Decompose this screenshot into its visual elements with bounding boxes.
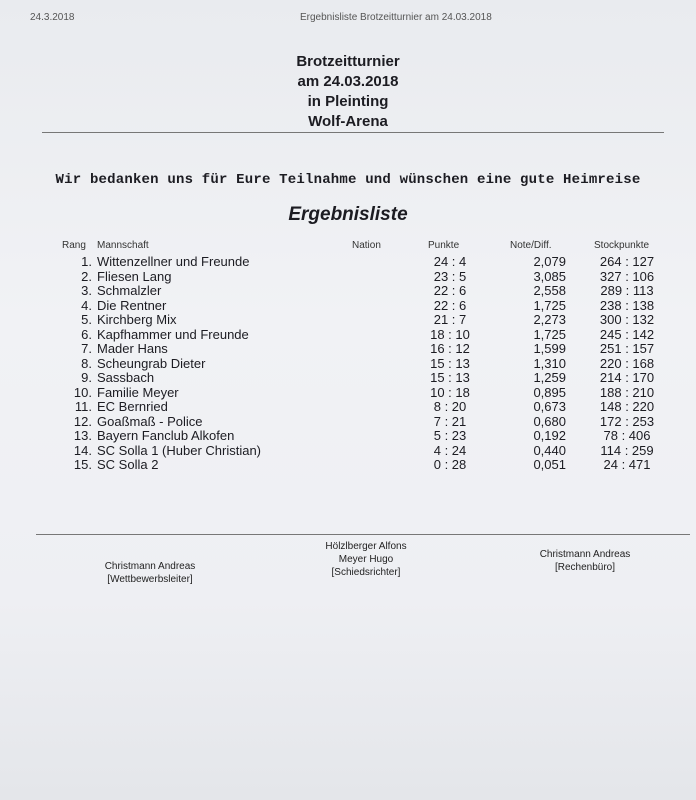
note-cell: 0,680: [533, 413, 566, 429]
team-cell: Bayern Fanclub Alkofen: [97, 428, 235, 443]
team-cell: Sassbach: [97, 370, 155, 385]
stock-cell: 24 : 471: [603, 457, 651, 472]
points-cell: 8 : 20: [433, 399, 467, 414]
signature-name: Christmann Andreas: [104, 561, 196, 572]
team-cell: EC Bernried: [97, 399, 168, 414]
tournament-title-block: [0, 52, 696, 132]
thanks-message: Wir bedanken uns für Eure Teilnahme und wünschen eine gute Heimreise: [55, 172, 641, 188]
table-row: [0, 443, 696, 458]
tournament-place: in Pleinting: [307, 93, 389, 110]
stock-cell: 220 : 168: [599, 355, 655, 371]
print-header-title: Ergebnisliste Brotzeitturnier am 24.03.2018: [300, 12, 492, 23]
note-cell: 0,051: [533, 457, 566, 472]
note-cell: 1,310: [533, 355, 566, 371]
team-cell: Mader Hans: [97, 341, 168, 356]
tournament-venue: Wolf-Arena: [308, 113, 388, 130]
column-header-points: Punkte: [428, 240, 460, 251]
team-cell: Kirchberg Mix: [97, 312, 177, 327]
signature-role: [Rechenbüro]: [554, 562, 616, 573]
table-row: [0, 385, 696, 400]
stock-cell: 114 : 259: [600, 442, 654, 458]
table-row: [0, 341, 696, 356]
team-cell: Schmalzler: [97, 283, 162, 298]
table-row: [0, 356, 696, 371]
points-cell: 23 : 5: [433, 268, 467, 284]
points-cell: 24 : 4: [433, 254, 467, 269]
table-row: [0, 298, 696, 313]
note-cell: 2,273: [533, 312, 566, 327]
rank-cell: 5.: [81, 312, 92, 327]
signature-role: [Schiedsrichter]: [331, 567, 401, 578]
note-cell: 0,192: [533, 428, 566, 443]
note-cell: 1,599: [533, 341, 566, 356]
rank-cell: 8.: [81, 355, 92, 371]
table-row: [0, 414, 696, 429]
note-cell: 0,895: [533, 384, 566, 400]
points-cell: 7 : 21: [433, 413, 467, 429]
stock-cell: 327 : 106: [599, 268, 655, 284]
rank-cell: 4.: [81, 297, 92, 313]
stock-cell: 245 : 142: [599, 326, 655, 342]
team-cell: SC Solla 1 (Huber Christian): [97, 442, 262, 458]
note-cell: 1,259: [533, 370, 566, 385]
points-cell: 5 : 23: [433, 428, 467, 443]
tournament-date: am 24.03.2018: [297, 73, 399, 90]
note-cell: 0,440: [533, 442, 566, 458]
stock-cell: 300 : 132: [599, 312, 655, 327]
signature-role: [Wettbewerbsleiter]: [107, 574, 193, 585]
rank-cell: 13.: [73, 428, 92, 443]
note-cell: 3,085: [533, 268, 566, 284]
rank-cell: 7.: [81, 341, 92, 356]
rank-cell: 14.: [73, 442, 92, 458]
signature-name: Christmann Andreas: [539, 549, 631, 560]
rank-cell: 11.: [74, 399, 92, 414]
team-cell: Wittenzellner und Freunde: [97, 254, 250, 269]
column-header-team: Mannschaft: [97, 240, 149, 251]
table-row: [0, 428, 696, 443]
stock-cell: 172 : 253: [599, 413, 655, 429]
rank-cell: 10.: [73, 384, 92, 400]
signature-left: [90, 560, 210, 586]
rank-cell: 12.: [73, 413, 92, 429]
note-cell: 1,725: [533, 326, 566, 342]
points-cell: 10 : 18: [430, 384, 470, 400]
divider: [36, 534, 690, 535]
column-header-note: Note/Diff.: [510, 240, 552, 251]
tournament-name: Brotzeitturnier: [296, 53, 400, 70]
stock-cell: 251 : 157: [599, 341, 655, 356]
points-cell: 15 : 13: [430, 355, 470, 371]
rank-cell: 3.: [81, 283, 92, 298]
points-cell: 16 : 12: [430, 341, 470, 356]
note-cell: 1,725: [533, 297, 566, 313]
rank-cell: 15.: [73, 457, 92, 472]
points-cell: 15 : 13: [430, 370, 470, 385]
rank-cell: 9.: [81, 370, 92, 385]
section-title: Ergebnisliste: [288, 204, 408, 225]
points-cell: 22 : 6: [433, 283, 467, 298]
team-cell: Goaßmaß - Police: [97, 413, 203, 429]
stock-cell: 264 : 127: [599, 254, 655, 269]
table-row: [0, 312, 696, 327]
points-cell: 21 : 7: [433, 312, 467, 327]
rank-cell: 2.: [81, 268, 92, 284]
signature-name: Meyer Hugo: [338, 554, 394, 565]
stock-cell: 148 : 220: [599, 399, 655, 414]
team-cell: Kapfhammer und Freunde: [97, 326, 249, 342]
table-row: [0, 254, 696, 269]
note-cell: 2,079: [533, 254, 566, 269]
print-date: 24.3.2018: [30, 12, 75, 23]
table-row: [0, 370, 696, 385]
stock-cell: 78 : 406: [603, 428, 651, 443]
note-cell: 0,673: [533, 399, 566, 414]
column-header-rank: Rang: [62, 240, 86, 251]
column-header-stock: Stockpunkte: [594, 240, 650, 251]
stock-cell: 238 : 138: [599, 297, 655, 313]
team-cell: Die Rentner: [97, 297, 167, 313]
stock-cell: 188 : 210: [599, 384, 655, 400]
table-row: [0, 283, 696, 298]
team-cell: Scheungrab Dieter: [97, 355, 206, 371]
stock-cell: 214 : 170: [599, 370, 655, 385]
signature-right: [520, 548, 650, 574]
signature-name: Hölzlberger Alfons: [325, 541, 407, 552]
signature-center: [296, 540, 436, 579]
table-row: [0, 399, 696, 414]
team-cell: SC Solla 2: [97, 457, 159, 472]
divider: [42, 132, 664, 133]
points-cell: 0 : 28: [433, 457, 467, 472]
team-cell: Familie Meyer: [97, 384, 179, 400]
table-row: [0, 457, 696, 472]
table-row: [0, 269, 696, 284]
note-cell: 2,558: [533, 283, 566, 298]
team-cell: Fliesen Lang: [97, 268, 172, 284]
column-header-nation: Nation: [352, 240, 381, 251]
table-row: [0, 327, 696, 342]
stock-cell: 289 : 113: [600, 283, 654, 298]
points-cell: 4 : 24: [433, 442, 467, 458]
points-cell: 22 : 6: [433, 297, 467, 313]
rank-cell: 1.: [81, 254, 92, 269]
rank-cell: 6.: [81, 326, 92, 342]
points-cell: 18 : 10: [430, 326, 470, 342]
